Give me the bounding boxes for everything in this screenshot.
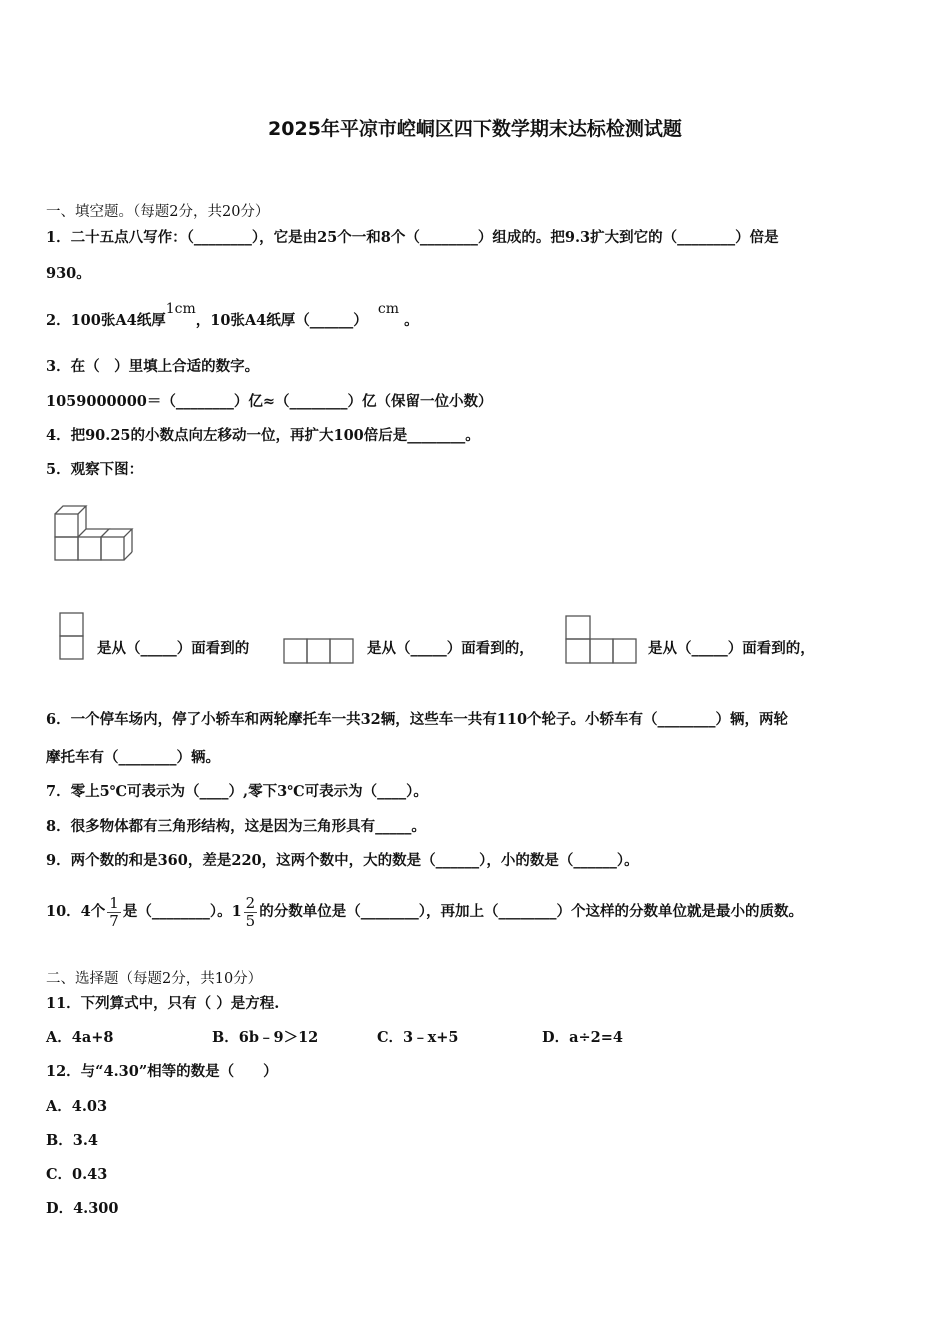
section-1-heading: 一、填空题。（每题2分，共20分）	[46, 204, 270, 220]
question-12-option-c[interactable]: C．0.43	[46, 1166, 108, 1183]
question-2-text-a: 2．100张A4纸厚	[46, 312, 166, 329]
question-10-text-b: 是（________）。1	[122, 903, 242, 920]
question-3-line-2: 1059000000＝（________）亿≈（________）亿（保留一位小数）	[46, 393, 493, 410]
question-12-stem: 12．与“4.30”相等的数是（ ）	[46, 1063, 278, 1080]
question-5-intro: 5．观察下图：	[46, 461, 144, 478]
fraction-one-seventh	[107, 895, 121, 930]
view-3-caption: 是从（_____）面看到的，	[648, 640, 815, 657]
question-10	[46, 892, 803, 932]
question-11-stem: 11．下列算式中，只有（ ）是方程.	[46, 995, 280, 1012]
question-12-option-a[interactable]: A．4.03	[46, 1098, 108, 1115]
question-3-line-1: 3．在（ ）里填上合适的数字。	[46, 358, 260, 375]
view-2-figure	[282, 637, 356, 667]
section-2-heading: 二、选择题（每题2分，共10分）	[46, 971, 263, 987]
view-1-figure	[58, 610, 86, 662]
unit-1cm: 1cm	[165, 301, 196, 317]
fraction-1-numerator: 1	[109, 893, 119, 912]
question-2-text-c: 。	[404, 312, 419, 329]
question-7: 7．零上5℃可表示为（____）,零下3℃可表示为（____）。	[46, 783, 428, 800]
question-6-line-1: 6．一个停车场内，停了小轿车和两轮摩托车一共32辆，这些车一共有110个轮子。小轿车有（________）辆，两轮	[46, 711, 789, 728]
view-3-figure	[564, 613, 640, 667]
question-11-options	[46, 1028, 623, 1048]
question-9: 9．两个数的和是360，差是220，这两个数中，大的数是（______），小的数是（______）。	[46, 852, 639, 869]
fraction-2-denominator: 5	[245, 911, 256, 930]
question-6-line-2: 摩托车有（________）辆。	[46, 749, 220, 766]
option-a[interactable]: A．4a+8	[46, 1029, 114, 1046]
page-title: 2025年平凉市崆峒区四下数学期末达标检测试题	[268, 118, 682, 140]
option-d[interactable]: D．a÷2=4	[542, 1029, 623, 1046]
question-2	[46, 301, 419, 331]
unit-cm: cm	[377, 301, 399, 317]
question-8: 8．很多物体都有三角形结构，这是因为三角形具有_____。	[46, 818, 426, 835]
cube-figure	[50, 500, 140, 564]
question-12-option-b[interactable]: B．3.4	[46, 1132, 98, 1149]
fraction-two-fifths	[244, 895, 258, 930]
question-10-text-c: 的分数单位是（________），再加上（________）个这样的分数单位就是最小的质数。	[259, 903, 803, 920]
fraction-2-numerator: 2	[245, 893, 256, 912]
view-1-caption: 是从（_____）面看到的	[97, 640, 250, 657]
question-12-option-d[interactable]: D．4.300	[46, 1200, 119, 1217]
question-2-text-b: ，10张A4纸厚（______）	[195, 312, 368, 329]
question-4: 4．把90.25的小数点向左移动一位，再扩大100倍后是________。	[46, 427, 480, 444]
question-1-line-2: 930。	[46, 265, 91, 282]
view-2-caption: 是从（_____）面看到的，	[367, 640, 534, 657]
fraction-1-denominator: 7	[109, 911, 119, 930]
question-1-line-1: 1．二十五点八写作：（________），它是由25个一和8个（________）组成的。把9.3扩大到它的（________）倍是	[46, 229, 779, 246]
question-10-text-a: 10．4个	[46, 903, 106, 920]
option-b[interactable]: B．6b﹣9＞12	[212, 1029, 319, 1046]
option-c[interactable]: C．3﹣x+5	[377, 1029, 459, 1046]
